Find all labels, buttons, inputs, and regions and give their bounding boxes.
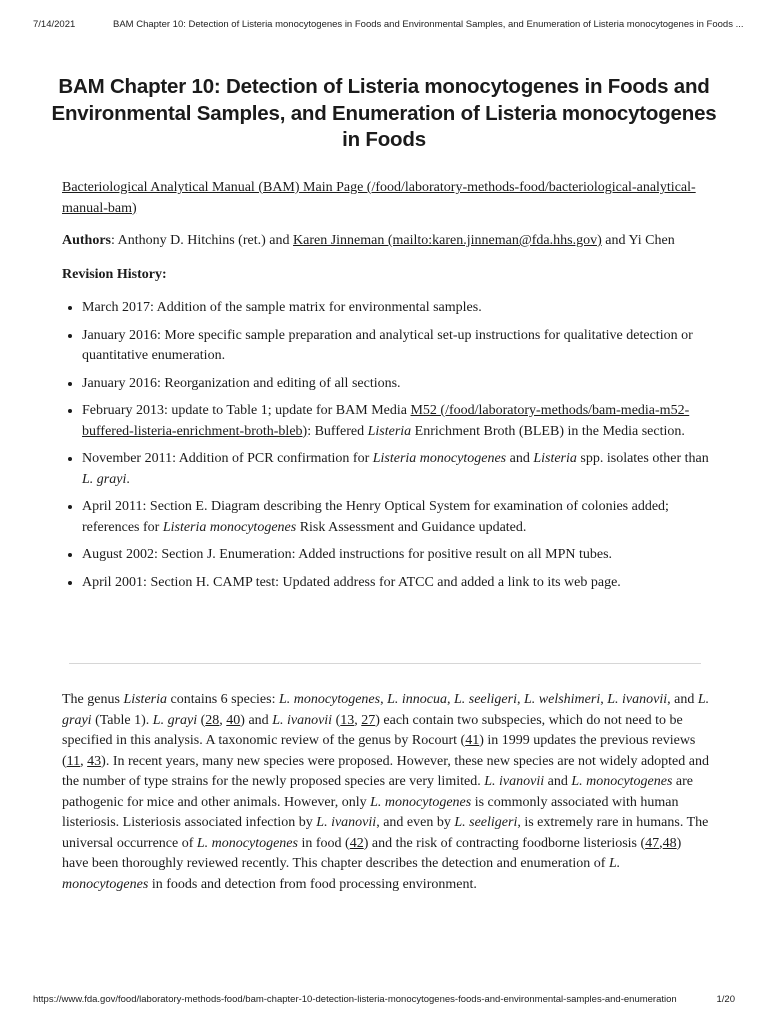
revision-item <box>82 497 710 538</box>
revision-text: spp. isolates other than <box>576 451 709 466</box>
revision-text: November 2011: Addition of PCR confirmation for <box>82 451 373 466</box>
section-divider <box>69 663 701 664</box>
species-name: Listeria <box>367 423 412 439</box>
print-footer-url: https://www.fda.gov/food/laboratory-methods-food/bam-chapter-10-detection-listeria-monocytogenes-foods-and-environmental-samples-and-enumeration <box>33 994 677 1005</box>
revision-text: April 2011: Section E. Diagram describing the Henry Optical System for examination of colonies added; references for <box>82 499 669 535</box>
page-title: BAM Chapter 10: Detection of Listeria monocytogenes in Foods and Environmental Samples, and Enumeration of Listeria monocytogenes in Foods <box>51 75 717 151</box>
revision-text: and <box>506 451 534 466</box>
print-footer <box>0 990 768 1024</box>
revision-item <box>82 449 710 490</box>
article-header <box>62 178 710 600</box>
revision-text: : Buffered <box>307 423 368 439</box>
reference-link[interactable]: 28 <box>205 712 220 728</box>
species-name: L. grayi <box>82 471 127 487</box>
species-name: Listeria <box>533 451 577 466</box>
species-name: Listeria monocytogenes <box>372 451 507 466</box>
reference-link[interactable]: 13 <box>340 712 355 728</box>
reference-link[interactable]: 47 <box>645 835 660 851</box>
revision-item: • January 2016: Reorganization and editing of all sections. <box>82 374 710 395</box>
reference-link[interactable]: 42 <box>349 835 364 851</box>
intro-paragraph: The genus Listeria contains 6 species: L. monocytogenes, L. innocua, L. seeligeri, L. welshimeri, L. ivanovii, and L. grayi (Table 1). L. grayi (28, 40) and L. ivanovii (13, 27) each contain two subspecies, which do not need to be specified in this analysis. A taxonomic review of the genus by Rocourt (41) in 1999 updates the previous reviews (11, 43). In recent years, many new species were proposed. However, these new species are not widely adopted and the number of type strains for the newly proposed species are very limited. L. ivanovii and L. monocytogenes are pathogenic for mice and other animals. However, only L. monocytogenes is commonly associated with human listeriosis. Listeriosis associated infection by L. ivanovii, and even by L. seeligeri, is extremely rare in humans. The universal occurrence of L. monocytogenes in food (42) and the risk of contracting foodborne listeriosis (47,48) have been thoroughly reviewed recently. This chapter describes the detection and enumeration of L. monocytogenes in foods and detection from food processing environment. <box>62 692 710 892</box>
authors-line <box>62 231 710 252</box>
revision-text: Risk Assessment and Guidance updated. <box>296 519 527 535</box>
revision-text: . <box>126 471 130 487</box>
revision-item: • August 2002: Section J. Enumeration: Added instructions for positive result on all MPN tubes. <box>82 545 710 566</box>
print-header <box>0 0 768 34</box>
revision-item: • April 2001: Section H. CAMP test: Updated address for ATCC and added a link to its web page. <box>82 573 710 594</box>
page-number: 1/20 <box>716 994 735 1005</box>
authors-text-end: and Yi Chen <box>601 233 675 248</box>
revision-history-heading: Revision History: <box>62 266 167 282</box>
reference-link[interactable]: 40 <box>226 712 241 728</box>
reference-link[interactable]: 48 <box>662 835 677 851</box>
reference-link[interactable]: 41 <box>465 733 480 748</box>
revision-text: Enrichment Broth (BLEB) in the Media section. <box>411 423 685 439</box>
authors-label: Authors <box>62 233 112 248</box>
revision-item: • January 2016: More specific sample preparation and analytical set-up instructions for qualitative detection or quantitative enumeration. <box>82 326 710 367</box>
authors-text: : Anthony D. Hitchins (ret.) and <box>111 233 293 248</box>
reference-link[interactable]: 27 <box>361 712 376 728</box>
revision-item <box>82 401 710 442</box>
author-email-link[interactable]: Karen Jinneman (mailto:karen.jinneman@fda.hhs.gov) <box>293 233 602 248</box>
revision-text: February 2013: update to Table 1; update for BAM Media <box>82 403 411 418</box>
print-date: 7/14/2021 <box>33 19 76 30</box>
print-header-title: BAM Chapter 10: Detection of Listeria monocytogenes in Foods and Environmental Samples, and Enumeration of Listeria monocytogenes in Foods ... <box>113 19 744 30</box>
reference-link[interactable]: 43 <box>87 753 102 769</box>
reference-link[interactable]: 11 <box>66 753 81 769</box>
revision-item: • March 2017: Addition of the sample matrix for environmental samples. <box>82 298 710 319</box>
bam-media-m52-link[interactable]: M52 (/food/laboratory-methods/bam-media-m52-buffered-listeria-enrichment-broth-bleb) <box>82 403 690 439</box>
revision-history-list <box>62 298 710 593</box>
bam-main-page-link[interactable]: Bacteriological Analytical Manual (BAM) Main Page (/food/laboratory-methods-food/bacteriological-analytical-manual-bam) <box>62 180 696 216</box>
species-name: Listeria monocytogenes <box>162 519 297 535</box>
